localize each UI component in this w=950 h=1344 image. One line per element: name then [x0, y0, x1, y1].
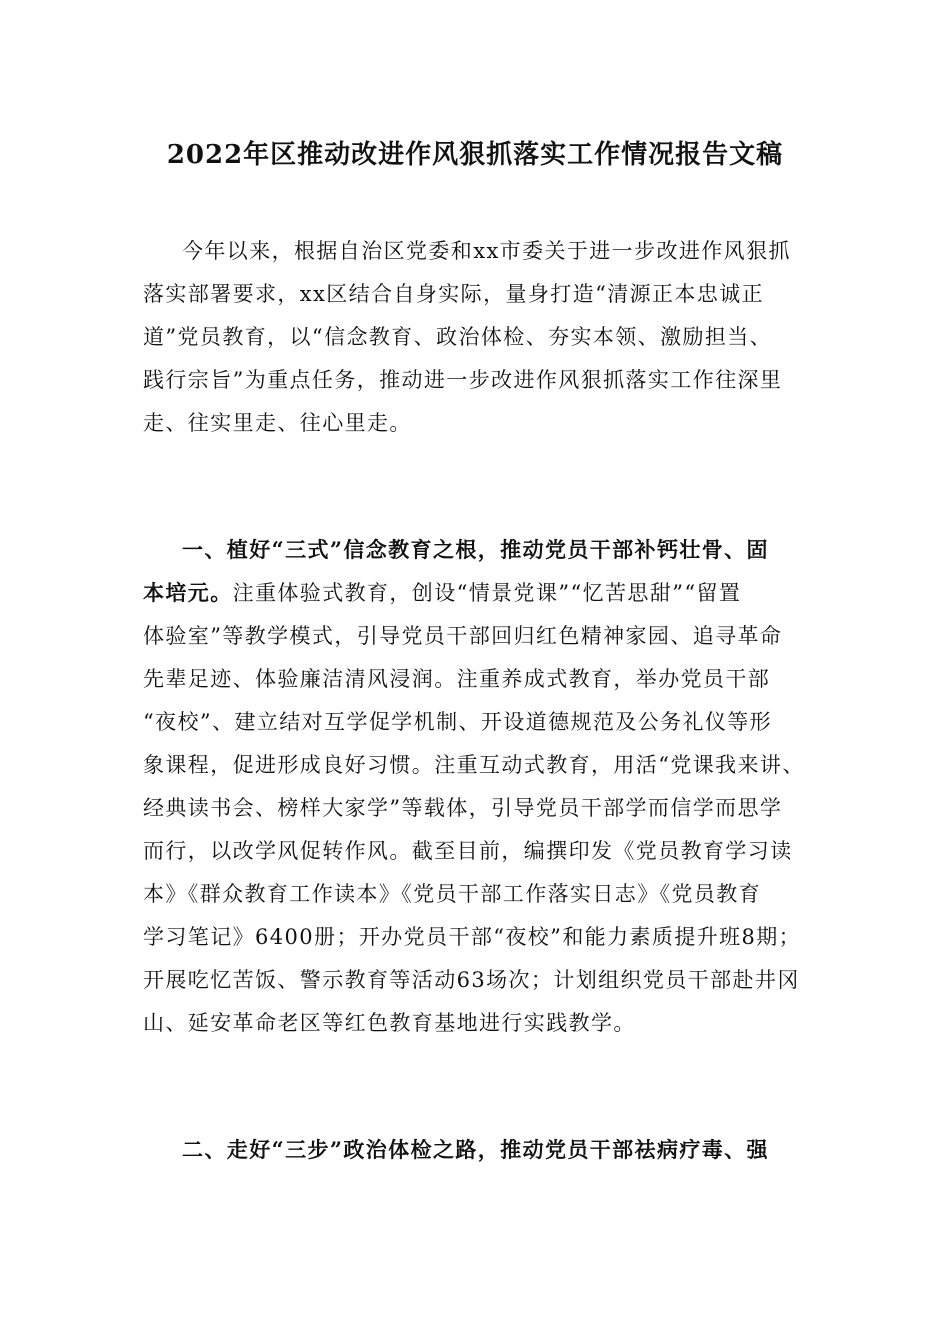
section-heading: 一、植好“三式”信念教育之根，推动党员干部补钙壮骨、固	[182, 537, 769, 562]
section-body-line: 开展吃忆苦饭、警示教育等活动63场次；计划组织党员干部赴井冈	[143, 968, 800, 992]
section-heading-end: 本培元。	[143, 580, 233, 605]
section-body-line: 本》《群众教育工作读本》《党员干部工作落实日志》《党员教育	[143, 882, 762, 906]
section-body-line: 象课程，促进形成良好习惯。注重互动式教育，用活“党课我来讲、	[143, 753, 805, 777]
intro-line: 践行宗旨”为重点任务，推动进一步改进作风狠抓落实工作往深里	[143, 368, 783, 392]
section-body-line: 而行，以改学风促转作风。截至目前，编撰印发《党员教育学习读	[143, 839, 793, 863]
section-body-line: 经典读书会、榜样大家学”等载体，引导党员干部学而信学而思学	[143, 796, 783, 820]
document-title: 2022年区推动改进作风狠抓落实工作情况报告文稿	[166, 140, 784, 170]
section-body-line: 体验室”等教学模式，引导党员干部回归红色精神家园、追寻革命	[143, 624, 783, 648]
section-body-line: 学习笔记》6400册；开办党员干部“夜校”和能力素质提升班8期；	[143, 925, 802, 949]
intro-line: 走、往实里走、往心里走。	[143, 411, 412, 435]
section-body-line: “夜校”、建立结对互学促学机制、开设道德规范及公务礼仪等形	[143, 710, 773, 734]
intro-line: 落实部署要求，xx区结合自身实际，量身打造“清源正本忠诚正	[143, 282, 765, 306]
section-body-line: 先辈足迹、体验廉洁清风浸润。注重养成式教育，举办党员干部	[143, 667, 771, 691]
section-body-line: 山、延安革命老区等红色教育基地进行实践教学。	[143, 1011, 636, 1035]
section-body-text: 注重体验式教育，创设“情景党课”“忆苦思甜”“留置	[232, 581, 742, 605]
intro-line: 道”党员教育，以“信念教育、政治体检、夯实本领、激励担当、	[143, 325, 773, 349]
section-body-line	[143, 578, 741, 608]
intro-line: 今年以来，根据自治区党委和xx市委关于进一步改进作风狠抓	[182, 239, 791, 263]
section-heading: 二、走好“三步”政治体检之路，推动党员干部祛病疗毒、强	[182, 1137, 769, 1162]
